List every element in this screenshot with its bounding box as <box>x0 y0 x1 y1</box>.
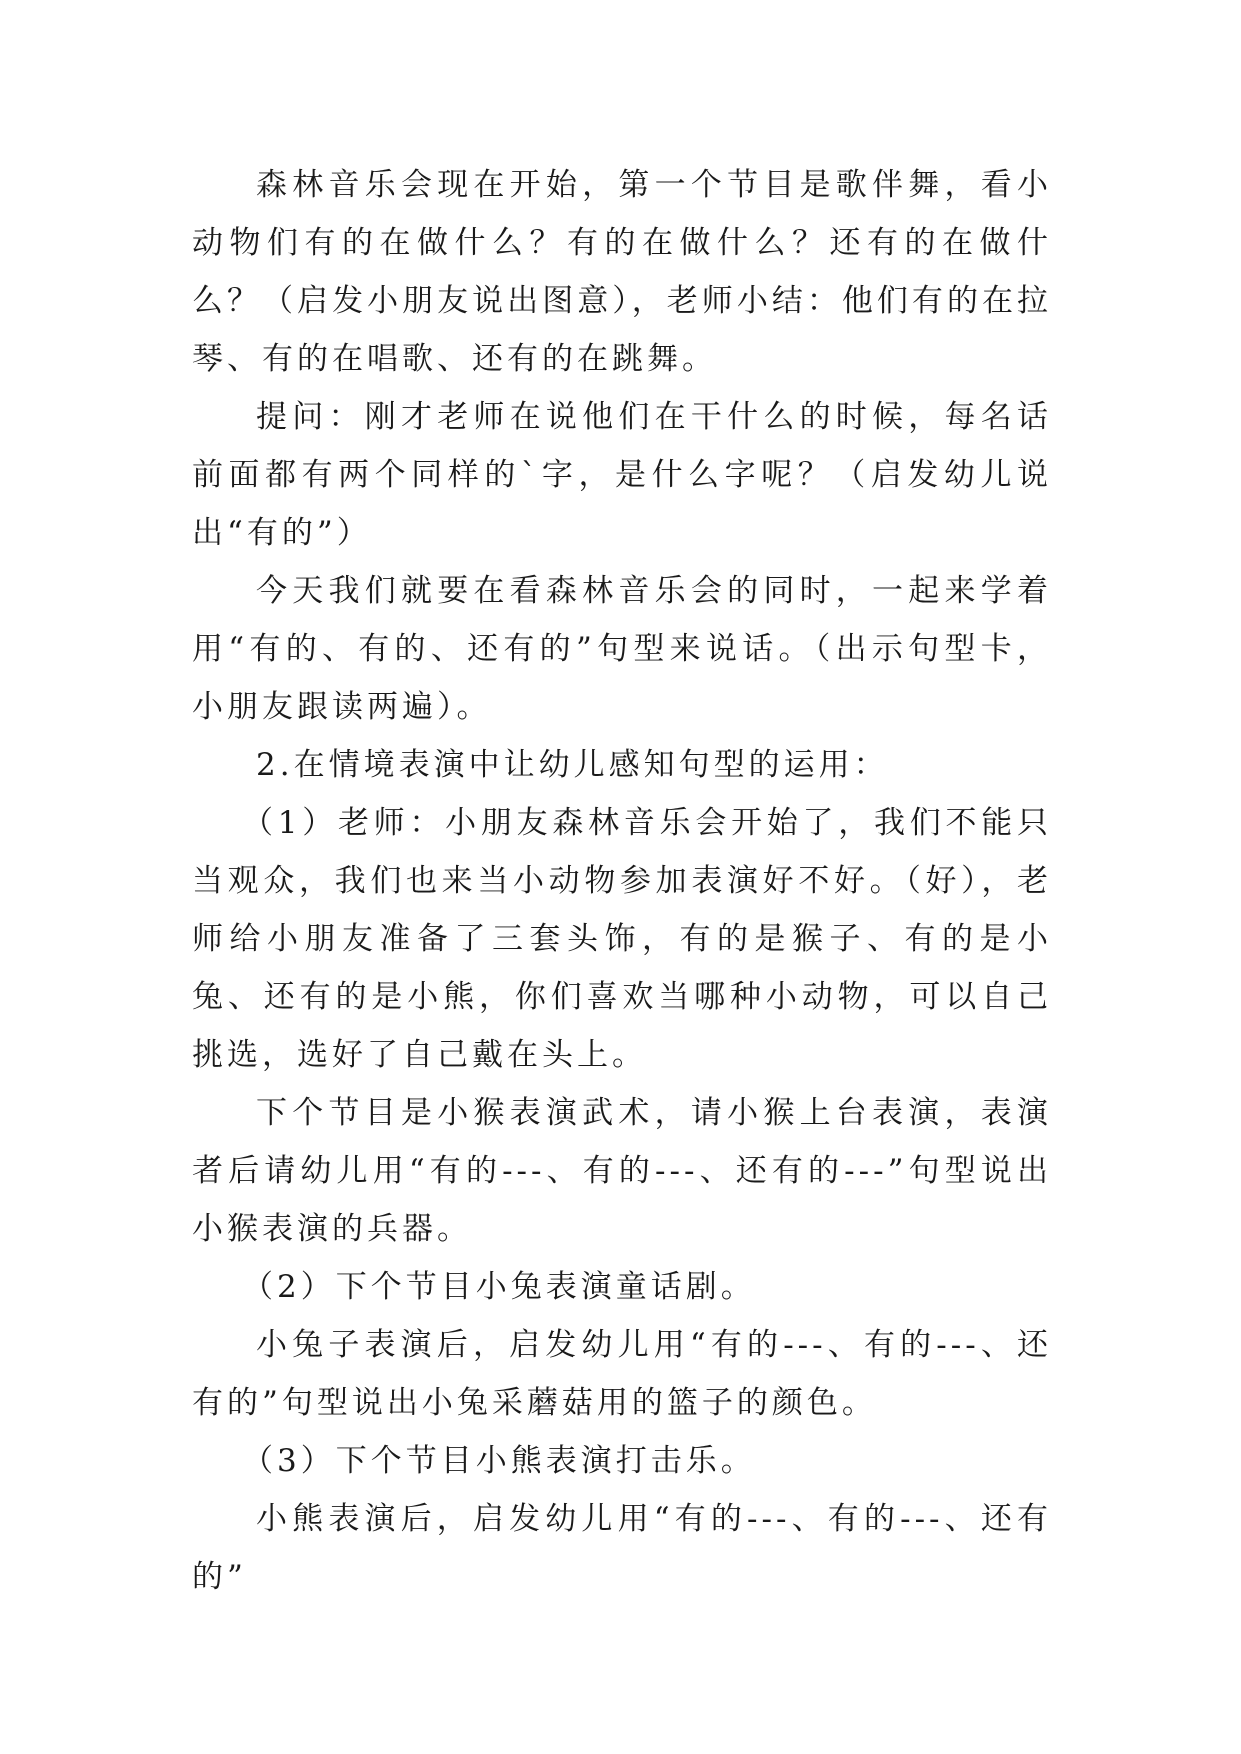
paragraph-step-3: （3）下个节目小熊表演打击乐。 <box>242 1443 756 1479</box>
paragraph-monkey-show: 下个节目是小猴表演武术，请小猴上台表演，表演者后请幼儿用“有的---、有的---、还有的---”句型说出小猴表演的兵器。 <box>192 1095 1052 1247</box>
paragraph-question: 提问：刚才老师在说他们在干什么的时候，每名话前面都有两个同样的`字，是什么字呢？（启发幼儿说出“有的”） <box>192 399 1052 551</box>
paragraph-sentence-pattern: 今天我们就要在看森林音乐会的同时，一起来学着用“有的、有的、还有的”句型来说话。（出示句型卡，小朋友跟读两遍）。 <box>192 573 1052 725</box>
paragraph-step-2: （2）下个节目小兔表演童话剧。 <box>242 1269 756 1305</box>
paragraph-section-2-heading: 2.在情境表演中让幼儿感知句型的运用： <box>256 747 889 783</box>
document-page <box>192 156 1052 1606</box>
paragraph-step-1: （1）老师：小朋友森林音乐会开始了，我们不能只当观众，我们也来当小动物参加表演好不好。（好），老师给小朋友准备了三套头饰，有的是猴子、有的是小兔、还有的是小熊，你们喜欢当哪种小动物，可以自己挑选，选好了自己戴在头上。 <box>192 805 1052 1073</box>
paragraph-bear-show: 小熊表演后，启发幼儿用“有的---、有的---、还有的” <box>192 1501 1052 1595</box>
paragraph-forest-concert-intro: 森林音乐会现在开始，第一个节目是歌伴舞，看小动物们有的在做什么？有的在做什么？还有的在做什么？（启发小朋友说出图意），老师小结：他们有的在拉琴、有的在唱歌、还有的在跳舞。 <box>192 167 1052 377</box>
paragraph-rabbit-show: 小兔子表演后，启发幼儿用“有的---、有的---、还有的”句型说出小兔采蘑菇用的篮子的颜色。 <box>192 1327 1052 1421</box>
